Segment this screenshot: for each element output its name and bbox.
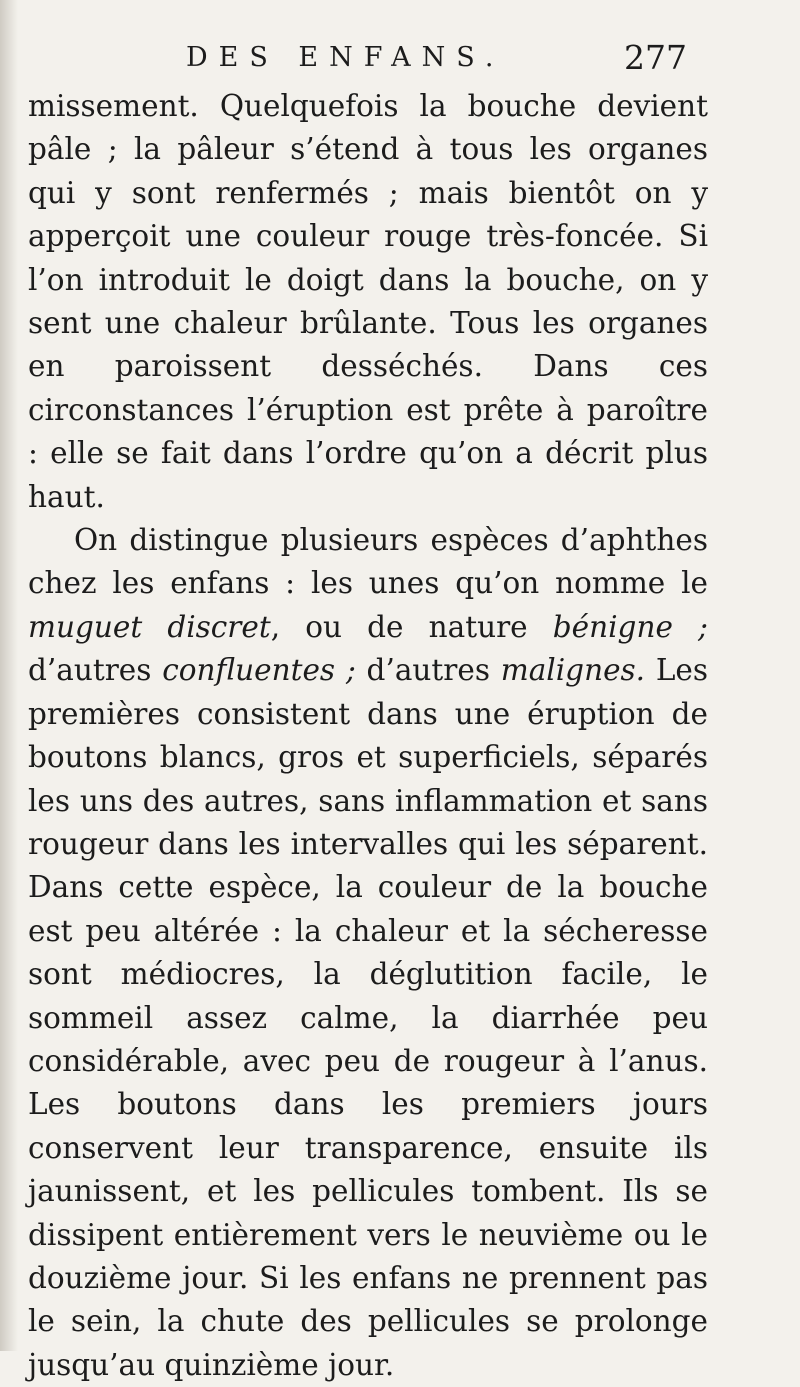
page-gutter-shadow	[0, 0, 18, 1351]
text-segment: d’autres	[28, 653, 163, 688]
text-segment: missement. Quelquefois la bouche devient pâle ; la pâleur s’étend à tous les organes qui y sont renfermés ; mais bientôt on y apperçoit une couleur rouge très-foncée. Si l’on introduit le doigt dans la bouche, on y sent une chaleur brûlante. Tous les organes en paroissent desséchés. Dans ces circonstances l’éruption est prête à paroître : elle se fait dans l’ordre qu’on a décrit plus haut.	[28, 89, 708, 514]
running-title: DES ENFANS.	[186, 42, 505, 73]
italic-term-confluentes: confluentes ;	[162, 653, 356, 688]
page-header	[0, 38, 800, 88]
italic-term-benigne: bénigne ;	[552, 609, 708, 644]
italic-term-muguet-discret: muguet discret	[28, 609, 271, 644]
text-segment: Les premières consistent dans une éruption de boutons blancs, gros et superficiels, séparés les uns des autres, sans inflammation et sans rougeur dans les intervalles qui les séparent. Dans cette espèce, la couleur de la bouche est peu altérée : la chaleur et la sécheresse sont médiocres, la déglutition facile, le sommeil assez calme, la diarrhée peu considérable, avec peu de rougeur à l’anus. Les boutons dans les premiers jours conservent leur transparence, ensuite ils jaunissent, et les pellicules tombent. Ils se dissipent entièrement vers le neuvième ou le douzième jour. Si les enfans ne prennent pas le sein, la chute des pellicules se prolonge jusqu’au quinzième jour.	[28, 653, 709, 1382]
paragraph-2	[28, 519, 708, 1387]
body-text	[28, 85, 708, 1387]
text-segment: d’autres	[355, 653, 501, 688]
text-segment: , ou de nature	[270, 609, 553, 644]
italic-term-malignes: malignes.	[500, 653, 646, 688]
paragraph-1	[28, 85, 708, 519]
text-segment: On distingue plusieurs espèces d’aphthes chez les enfans : les unes qu’on nomme le	[28, 523, 708, 601]
page-number: 277	[624, 38, 687, 77]
